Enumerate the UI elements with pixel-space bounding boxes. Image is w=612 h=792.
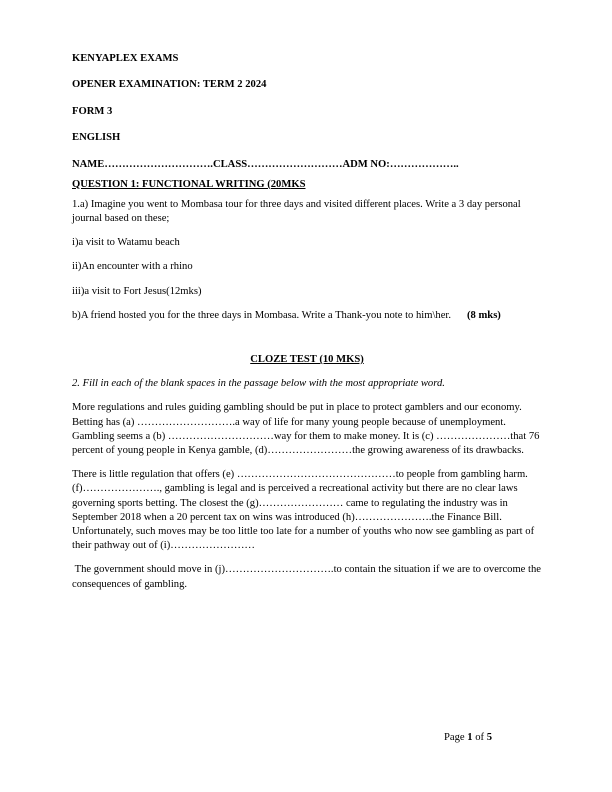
subject-name: ENGLISH — [72, 132, 121, 144]
question-1b-text: b)A friend hosted you for the three days in Mombasa. Write a Thank-you note to him\her. — [72, 309, 451, 321]
cloze-paragraph-3: The government should move in (j)………………………….to contain the situation if we are to overcome the consequences of gambling. — [72, 564, 544, 590]
question-1b — [72, 309, 542, 323]
cloze-title: CLOZE TEST (10 MKS) — [250, 353, 364, 365]
question-1b-marks: (8 mks) — [467, 309, 501, 321]
question-1-title: QUESTION 1: FUNCTIONAL WRITING (20MKS — [72, 178, 306, 190]
cloze-paragraph-1: More regulations and rules guiding gambling should be put in place to protect gamblers and our economy. Betting has (a) ……………………….a way of life for many young people because of unemployment. Gambling seems a (b) …………………………way for them to make money. It is (c) …………………that 76 percent of young people in Kenya gamble, (d)……………………the growing awareness of its drawbacks. — [72, 402, 540, 456]
org-name: KENYAPLEX EXAMS — [72, 53, 179, 64]
question-1a-item-2: ii)An encounter with a rhino — [72, 261, 193, 273]
question-1a-item-1: i)a visit to Watamu beach — [72, 237, 180, 249]
page-label: Page — [444, 732, 465, 743]
total-pages: 5 — [486, 732, 492, 743]
cloze-instruction: 2. Fill in each of the blank spaces in the passage below with the most appropriate word. — [72, 378, 445, 390]
question-1a-text: 1.a) Imagine you went to Mombasa tour for three days and visited different places. Write a 3 day personal journal based on these; — [72, 198, 521, 224]
student-details-line: NAME………………………….CLASS………………………ADM NO:……………….. — [72, 158, 459, 170]
question-1a-item-3: iii)a visit to Fort Jesus(12mks) — [72, 285, 202, 297]
page-footer — [444, 731, 492, 745]
exam-title: OPENER EXAMINATION: TERM 2 2024 — [72, 79, 267, 91]
exam-page — [72, 52, 542, 602]
page-number: 1 — [467, 732, 473, 743]
form-level: FORM 3 — [72, 105, 113, 117]
of-label: of — [475, 732, 485, 743]
cloze-paragraph-2: There is little regulation that offers (e) ………………………………………to people from gambling harm.(f)…………………., gambling is legal and is perceived a recreational activity but there are no clear laws governing sports betting. The closest the (g)…………………… came to regulating the industry was in September 2018 when a 20 percent tax on wins was introduced (h)………………….the Finance Bill. Unfortunately, such moves may be too little too late for a number of youths who now see gambling as part of their pathway out of (i)…………………… — [72, 469, 535, 552]
